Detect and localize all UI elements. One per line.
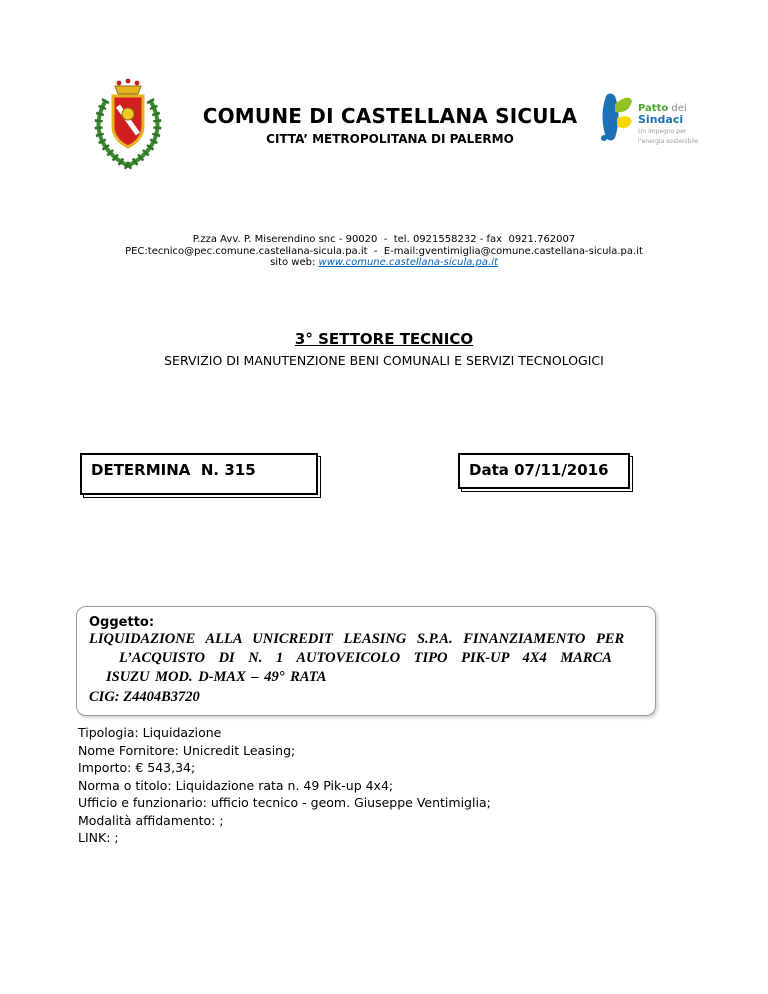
patto-dei-sindaci-logo [596, 88, 756, 148]
detail-tipologia: Tipologia: Liquidazione [78, 725, 222, 740]
detail-norma: Norma o titolo: Liquidazione rata n. 49 Pik-up 4x4; [78, 777, 394, 793]
contact-address-line: P.zza Avv. P. Miserendino snc - 90020 - tel. 0921558232 - fax 0921.762007 [192, 234, 576, 245]
page-title: COMUNE DI CASTELLANA SICULA [202, 104, 578, 128]
patto-tagline-line1: Un impegno per [638, 128, 687, 135]
municipal-crest-icon [90, 74, 166, 170]
oggetto-box [76, 606, 656, 716]
document-header [168, 104, 612, 146]
section-subtitle: SERVIZIO DI MANUTENZIONE BENI COMUNALI E SERVIZI TECNOLOGICI [164, 353, 604, 368]
patto-dei-sindaci-icon [596, 88, 634, 148]
oggetto-label: Oggetto: [89, 615, 155, 630]
oggetto-text-line3: ISUZU MOD. D-MAX – 49° RATA [106, 669, 327, 685]
details-list [78, 724, 491, 847]
patto-dei-sindaci-wordmark [638, 88, 698, 145]
detail-fornitore: Nome Fornitore: Unicredit Leasing; [78, 742, 296, 758]
oggetto-text-line2: L’ACQUISTO DI N. 1 AUTOVEICOLO TIPO PIK-UP 4X4 MARCA [119, 650, 612, 666]
contact-website-line [0, 257, 768, 269]
patto-tagline-line2: l’energia sostenibile [638, 138, 699, 145]
oggetto-text-line1: LIQUIDAZIONE ALLA UNICREDIT LEASING S.P.A. FINANZIAMENTO PER [89, 631, 625, 647]
detail-modalita: Modalità affidamento: ; [78, 812, 224, 828]
section-title: 3° SETTORE TECNICO [294, 330, 474, 348]
detail-link: LINK: ; [78, 830, 119, 845]
website-label: sito web: [270, 257, 319, 268]
detail-importo: Importo: € 543,34; [78, 760, 196, 775]
detail-ufficio: Ufficio e funzionario: ufficio tecnico - geom. Giuseppe Ventimiglia; [78, 795, 491, 810]
contact-email-line: PEC:tecnico@pec.comune.castellana-sicula.pa.it - E-mail:gventimiglia@comune.castellana-sicula.pa.it [125, 245, 643, 257]
website-link[interactable]: www.comune.castellana-sicula.pa.it [318, 257, 498, 268]
oggetto-cig: CIG: Z4404B3720 [89, 689, 200, 705]
contact-block [0, 234, 768, 269]
page-subtitle: CITTA’ METROPOLITANA DI PALERMO [266, 132, 514, 146]
patto-wordmark-part3: Sindaci [638, 113, 684, 126]
patto-wordmark-part1: Patto [638, 103, 669, 114]
patto-wordmark-part2: dei [668, 103, 687, 114]
determina-date-box: Data 07/11/2016 [458, 453, 630, 489]
determina-number-box: DETERMINA N. 315 [80, 453, 318, 495]
